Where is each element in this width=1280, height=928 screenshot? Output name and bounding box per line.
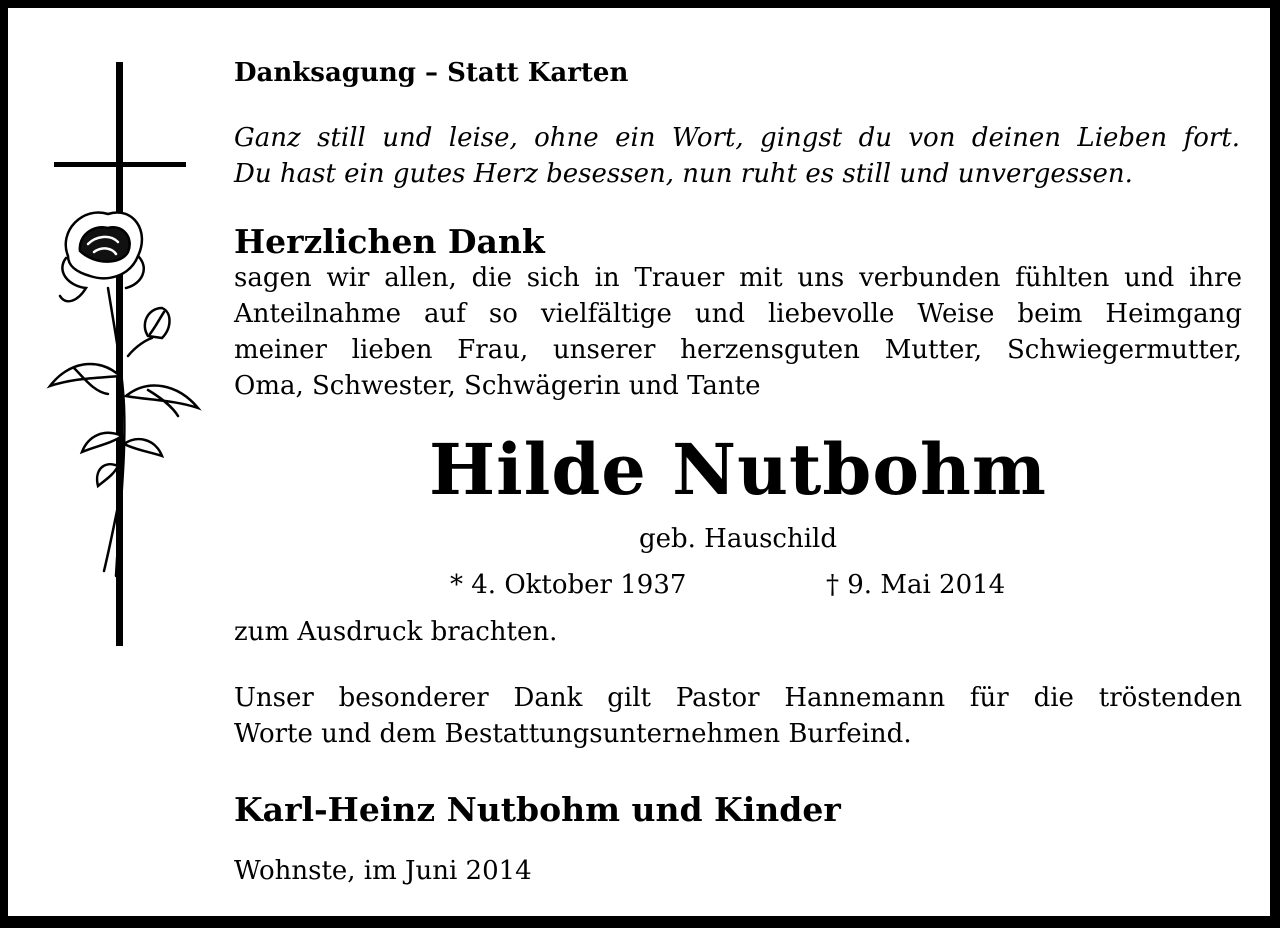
place-date: Wohnste, im Juni 2014: [234, 856, 532, 886]
obituary-card: [8, 8, 1270, 916]
poem: [234, 120, 1240, 192]
special-thanks-paragraph: [234, 680, 1242, 752]
cross-icon: [54, 62, 186, 646]
thanks-line: Anteilnahme auf so vielfältige und liebevolle Weise beim Heimgang: [234, 299, 1242, 329]
signer-name: Karl-Heinz Nutbohm und Kinder: [234, 790, 841, 829]
notice-type-label: Danksagung – Statt Karten: [234, 58, 629, 88]
closing-line: zum Ausdruck brachten.: [234, 617, 558, 647]
thanks-heading: Herzlichen Dank: [234, 222, 545, 261]
poem-line: Du hast ein gutes Herz besessen, nun ruht es still und unvergessen.: [234, 159, 1133, 189]
thanks-line: Oma, Schwester, Schwägerin und Tante: [234, 371, 761, 401]
birth-name: geb. Hauschild: [638, 524, 838, 554]
poem-line: Ganz still und leise, ohne ein Wort, gingst du von deinen Lieben fort.: [234, 123, 1240, 153]
birth-date: * 4. Oktober 1937: [450, 570, 687, 600]
death-date: † 9. Mai 2014: [826, 570, 1006, 600]
thanks-paragraph: [234, 260, 1242, 404]
special-thanks-line: Unser besonderer Dank gilt Pastor Hannemann für die tröstenden: [234, 683, 1242, 713]
special-thanks-line: Worte und dem Bestattungsunternehmen Burfeind.: [234, 719, 912, 749]
cross-rose-decoration: [38, 56, 208, 656]
thanks-line: meiner lieben Frau, unserer herzensguten Mutter, Schwiegermutter,: [234, 335, 1242, 365]
thanks-line: sagen wir allen, die sich in Trauer mit uns verbunden fühlten und ihre: [234, 263, 1242, 293]
deceased-name: Hilde Nutbohm: [429, 428, 1047, 511]
rose-icon: [50, 212, 198, 576]
